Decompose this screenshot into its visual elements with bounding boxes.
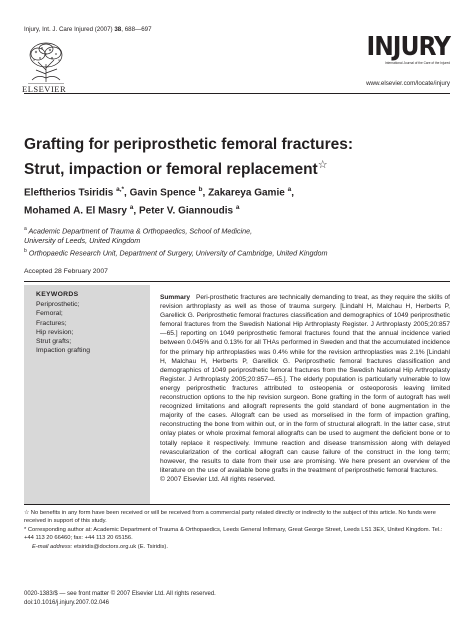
- doi-link[interactable]: doi:10.1016/j.injury.2007.02.046: [24, 599, 109, 606]
- title-line-2: Strut, impaction or femoral replacement: [24, 161, 318, 179]
- keywords-heading: KEYWORDS: [36, 291, 79, 298]
- citation-pages: , 688—697: [121, 26, 152, 33]
- affiliation-line: Academic Department of Trauma & Orthopaedics, School of Medicine,: [28, 226, 253, 236]
- publisher-name: ELSEVIER: [22, 84, 67, 94]
- keyword-item: Femoral;: [36, 310, 63, 318]
- title-line-1: Grafting for periprosthetic femoral fractures:: [24, 136, 354, 153]
- keyword-item: Hip revision;: [36, 328, 74, 336]
- author-affiliation-marker[interactable]: b: [198, 186, 203, 193]
- author-separator: ,: [291, 187, 294, 199]
- email-label: E-mail address:: [32, 543, 73, 550]
- author-name: Peter V. Giannoudis: [138, 205, 234, 217]
- front-matter: [24, 590, 216, 607]
- author-name: Eleftherios Tsiridis: [24, 187, 114, 199]
- summary-copyright: © 2007 Elsevier Ltd. All rights reserved.: [160, 475, 276, 483]
- email-link[interactable]: etsiridis@doctors.org.uk: [73, 543, 137, 550]
- accepted-date: Accepted 28 February 2007: [24, 268, 108, 275]
- author-separator: ,: [124, 187, 130, 199]
- footnotes: [24, 509, 450, 551]
- title-footnote-marker[interactable]: ☆: [317, 159, 328, 171]
- citation-volume: 38: [114, 26, 122, 33]
- journal-logo: [366, 34, 450, 65]
- email-footnote: [24, 543, 450, 551]
- summary-text: Peri-prosthetic fractures are technically demanding to treat, as they require the skills of revision arthroplasty as well as those of trauma surgery. [Lindahl H, Malchau H, Herberts P, Garellick G. Periprosthetic femoral fractures classification and demographics of 1049 periprosthetic femoral fractures from the Swedish National Hip Arthroplasty Register. J Arthroplasty 2005;20:857—65.] reporting on 1049 periprosthetic femoral fractures found that the annual incidence varied between 0.045% and 0.13% for all THAs performed in Sweden and that the accumulated incidence for the primary hip arthroplasties was 0.4% while for the revision arthroplasties was 2.1% [Lindahl H, Malchau H, Herberts P, Garellick G. Periprosthetic femoral fractures classification and demographics of 1049 periprosthetic femoral fractures from the Swedish National Hip Arthroplasty Register. J Arthroplasty 2005;20:857—65.]. The elderly population is particularly vulnerable to low energy periprosthetic fractures attributed to osteopenia or osteoporosis leaving limited reconstruction options to the hip revision surgeon. Bone grafting in the form of autograft has well recognized limitations and allograft represents the gold standard of bone augmentation in the majority of the cases. Allograft can be used as morselised in the form of impaction grafting, reconstructing the bone from within out, or in the form of structural allograft. In the latter case, strut onlay plates or whole proximal femoral allografts can be used to augment the deficient bone or to totally replace it respectively. Immune reaction and disease transmission along with delayed revascularization of the cortical allograft can cause failure of the construct in the long term; however, the results to date from their use are promising. We here present an overview of the literature on the use of available bone grafts in the treatment of periprosthetic femoral fractures.: [160, 294, 451, 474]
- author-separator: ,: [202, 187, 209, 199]
- author-name: Zakareya Gamie: [208, 187, 285, 199]
- affiliation-line: Orthopaedic Research Unit, Department of Surgery, University of Cambridge, United Kingdom: [28, 248, 328, 258]
- author-affiliation-marker[interactable]: a,*: [116, 186, 125, 193]
- affiliation-marker: b: [24, 248, 27, 255]
- elsevier-tree-logo: [24, 40, 68, 90]
- footnote-rule: [24, 504, 450, 505]
- funding-footnote: ☆ No benefits in any form have been received or will be received from a commercial party related directly or indirectly to the subject of this article. No funds were received in support of this study.: [24, 510, 436, 525]
- summary-label: Summary: [160, 294, 191, 301]
- author-separator: ,: [133, 205, 139, 217]
- keywords-list: [36, 300, 90, 356]
- keyword-item: Impaction grafting: [36, 347, 91, 355]
- keywords-top-rule: [24, 281, 450, 282]
- affiliation-a: [24, 224, 454, 246]
- header-rule: [24, 93, 450, 94]
- author-name: Mohamed A. El Masry: [24, 205, 127, 217]
- article-title: [24, 135, 454, 180]
- keyword-item: Strut grafts;: [36, 338, 72, 346]
- author-affiliation-marker[interactable]: a: [287, 186, 292, 193]
- citation-journal: Injury, Int. J. Care Injured (2007): [24, 26, 113, 33]
- author-list: [24, 183, 454, 219]
- affiliation-line: University of Leeds, United Kingdom: [24, 236, 141, 246]
- keyword-item: Periprosthetic;: [36, 301, 80, 308]
- affiliation-marker: a: [24, 226, 27, 232]
- abstract-summary: [160, 293, 450, 484]
- journal-logo-subtitle: International Journal of the Care of the Injured: [384, 61, 450, 65]
- journal-url-link[interactable]: www.elsevier.com/locate/injury: [366, 80, 450, 87]
- affiliations: [24, 224, 454, 259]
- corresponding-author-footnote: * Corresponding author at: Academic Department of Trauma & Orthopaedics, Leeds General Infirmary, Great George Street, Leeds LS1 3EX, United Kingdom. Tel.: +44 113 20 66460; fax: +44 113 20 65156.: [24, 526, 443, 542]
- keyword-item: Fractures;: [36, 319, 67, 327]
- author-name: Gavin Spence: [129, 187, 196, 199]
- email-suffix: (E. Tsiridis).: [137, 543, 168, 550]
- journal-logo-word: INJURY: [366, 32, 450, 62]
- journal-citation: [24, 26, 152, 33]
- affiliation-b: [24, 246, 454, 258]
- issn-line: 0020-1383/$ — see front matter © 2007 Elsevier Ltd. All rights reserved.: [24, 591, 216, 597]
- author-affiliation-marker[interactable]: a: [235, 203, 240, 211]
- author-affiliation-marker[interactable]: a: [129, 203, 134, 211]
